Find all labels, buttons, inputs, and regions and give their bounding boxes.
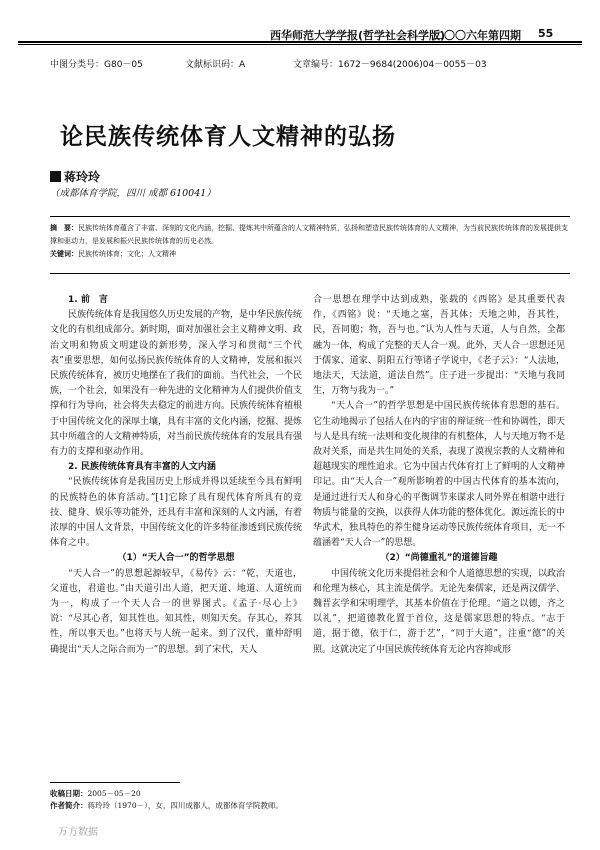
paragraph: “民族传统体育是我国历史上形成并得以延续至今具有鲜明的民族特色的体育活动。”[1]它除了具有现代体育所具有的竞技、健身、娱乐等功能外，还具有丰富和深刻的人文内涵，有着浓厚的中国人文背景，中国传统文化的许多特征渗透到民族传统体育之中。 xyxy=(50,477,303,549)
author-bio xyxy=(50,800,283,811)
section-heading-humanistic: 2. 民族传统体育具有丰富的人文内涵 xyxy=(68,462,216,473)
journal-name: 西华师范大学学报(哲学社会科学版) xyxy=(270,29,446,42)
left-column xyxy=(50,293,302,658)
paper-title: 论民族传统体育人文精神的弘扬 xyxy=(60,124,396,150)
received-label: 收稿日期： xyxy=(50,789,88,798)
article-number: 文章编号：1672－9684(2006)04－0055－03 xyxy=(293,60,487,70)
author-bio-label: 作者简介： xyxy=(50,801,88,810)
paragraph: 合一思想在理学中达到成熟，张载的《西铭》是其重要代表作，《西铭》说：“天地之塞，吾其体；天地之帅，吾其性，民，吾同胞；物，吾与也。”认为人性与天道，人与自然，全都融为一体，构成了完整的天人合一观。此外，天人合一思想还见于儒家、道家、阴阳五行等诸子学说中，《老子云》：“人法地，地法天，天法道，道法自然”。庄子进一步提出：“天地与我同生，万物与我为一。” xyxy=(313,295,566,397)
footnote-rule xyxy=(50,782,180,783)
author-bio-text: 蒋玲玲（1970－），女，四川成都人，成都体育学院教师。 xyxy=(87,801,283,810)
section-heading-intro: 1. 前 言 xyxy=(68,295,108,305)
abstract-rule-top xyxy=(50,216,570,217)
doc-code: 文献标识码：A xyxy=(185,60,246,70)
paragraph: 中国传统文化历来提倡社会和个人道德思想的实现，以政治和伦理为核心，其主流是儒学。无论先秦儒家，还是两汉儒学、魏晋玄学和宋明理学，其基本价值在于伦理。“道之以德，齐之以礼”，把道德教化置于首位，这是儒家思想的特点。“志于道，据于德，依于仁，游于艺”，“同于大道”，注重“德”的关照。这就决定了中国民族传统体育无论内容抑或形 xyxy=(313,568,566,655)
paragraph: 民族传统体育是我国悠久历史发展的产物，是中华民族传统文化的有机组成部分。新时期，面对加强社会主义精神文明、政治文明和物质文明建设的新形势，深入学习和贯彻“三个代表”重要思想，如何弘扬民族传统体育的人文精神，发展和振兴民族传统体育，被历史地摆在了我们的面前。当代社会，一个民族，一个社会，如果没有一种先进的文化精神为人们提供价值支撑和行为导向，社会将失去稳定的前进方向。民族传统体育植根于中国传统文化的深厚土壤，具有丰富的文化内涵，挖掘、提炼其中所蕴含的人文精神特质，对当前民族传统体育的发展具有强有力的支撑和驱动作用。 xyxy=(50,310,303,458)
abstract-label: 摘 要： xyxy=(50,224,78,232)
received-value: 2005－05－20 xyxy=(87,789,141,798)
keywords-label: 关键词： xyxy=(50,250,78,258)
affiliation: （成都体育学院，四川 成都 610041） xyxy=(50,188,216,199)
abstract-block xyxy=(50,222,570,261)
received-date xyxy=(50,788,141,799)
author xyxy=(50,168,100,185)
issue-label: 二〇〇六年第四期 xyxy=(433,29,521,42)
subsection-heading: （1）“天人合一”的哲学思想 xyxy=(117,553,235,564)
abstract-text: 民族传统体育蕴含了丰富、深刻的文化内涵，挖掘、提炼其中所蕴含的人文精神特质，弘扬和塑造民族传统体育的人文精神，为当前民族传统体育的发展提供支撑和驱动力，是发展和振兴民族传统体育的历史必然。 xyxy=(50,224,568,245)
subsection-heading: （2）“尚德重礼”的道德旨趣 xyxy=(380,553,498,564)
page-number: 55 xyxy=(538,27,554,40)
watermark: 万方数据 xyxy=(58,827,98,838)
author-marker-icon xyxy=(50,171,61,182)
clc-number: 中图分类号：G80－05 xyxy=(50,60,143,70)
paragraph: “天人合一”的哲学思想是中国民族传统体育思想的基石。它生动地揭示了包括人在内的宇宙的辩证统一性和协调性，即天与人是具有统一法则和变化规律的有机整体，人与天地万物不是敌对关系，而是共生同处的关系，表现了漠视宗教的人文精神和超越现实的理性追求。它为中国古代体育打上了鲜明的人文精神印记。由“天人合一”观所影响着的中国古代体育的基本流向，是通过进行天人和身心的平衡调节来谋求人同外界在相谐中进行物质与能量的交换，以获得人体功能的整体优化。源远流长的中华武术，独具特色的养生健身运动等民族传统体育项目，无一不蕴涵着“天人合一”的思想。 xyxy=(313,401,566,549)
paragraph: “天人合一”的思想起源较早，《易传》云：“乾，天道也，父道也，君道也。”由天道引出人道，把天道、地道、人道统而为一，构成了一个天人合一的世界图式。《孟子·尽心上》说：“尽其心者，知其性也。知其性，则知天矣。存其心，养其性，所以事天也。”也将天与人统一起来。到了汉代，董仲舒明确提出“天人之际合而为一”的思想。到了宋代，天人 xyxy=(50,568,302,655)
keywords xyxy=(50,248,570,261)
right-column xyxy=(313,293,565,658)
header-rule-thin xyxy=(18,44,582,45)
abstract-rule-bottom xyxy=(50,273,570,274)
keywords-text: 民族传统体育；文化；人文精神 xyxy=(78,250,176,258)
author-name: 蒋玲玲 xyxy=(64,170,101,184)
abstract xyxy=(50,222,570,248)
